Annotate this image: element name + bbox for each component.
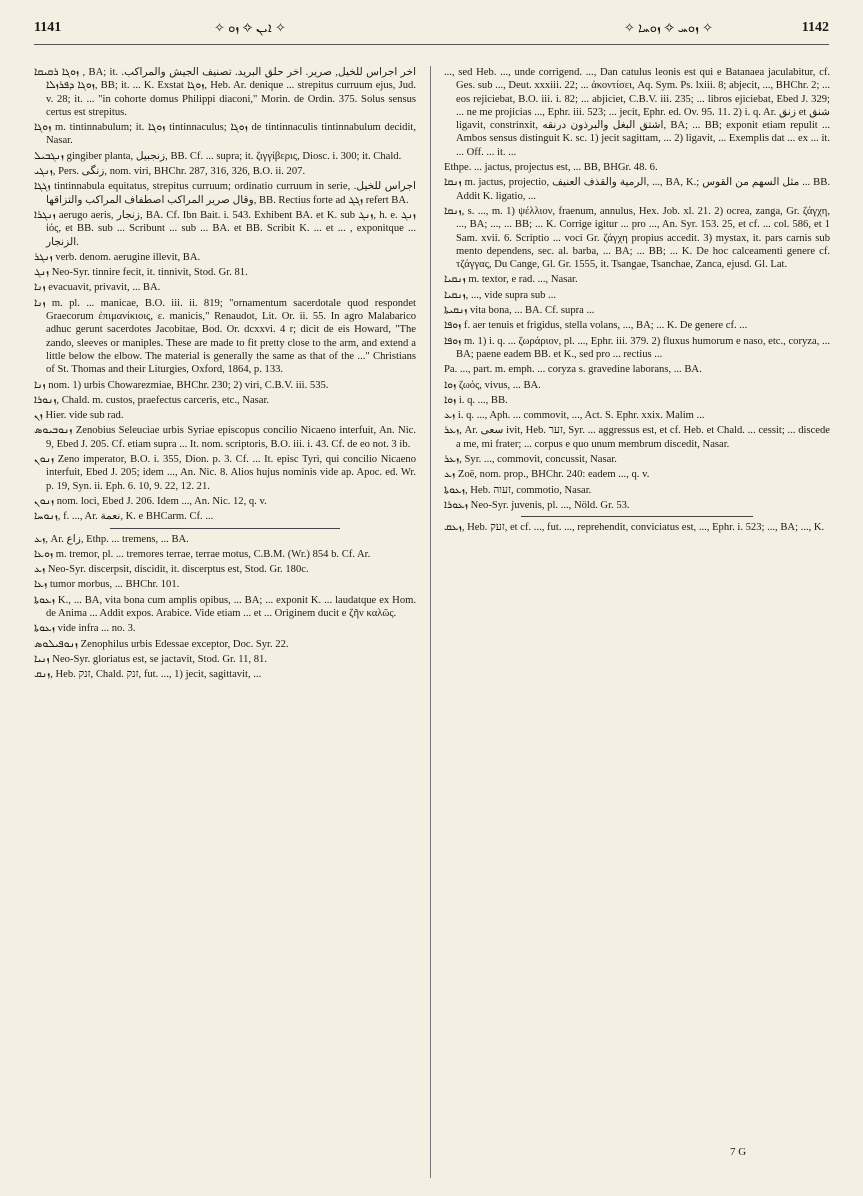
dictionary-entry: ܙܘܦܐ f. aer tenuis et frigidus, stella volans, ..., BA; ... K. De genere cf. ... bbox=[444, 320, 748, 332]
dictionary-entry: ܙܥܘܬܐ K., ... BA, vita bona cum amplis opibus, ... BA; ... exponit K. ... laudatque ex Hom. de Anima ... Addit expos. Arabice. Vide etiam ... et ... Originem ducit e ζῆν καλῶς. bbox=[34, 594, 416, 619]
signature-mark: 7 G bbox=[730, 1146, 747, 1158]
dictionary-entry: ܙܥܘܬܐ, Heb. זעוה, commotio, Nasar. bbox=[444, 484, 592, 496]
dictionary-entry: ܙܢܓܒܝܠ gingiber planta, زنجبيل, BB. Cf. ... supra; it. ζιγγίβερις, Diosc. i. 300; it. Chald. bbox=[34, 150, 402, 162]
dictionary-entry: ܙܢܐ nom. 1) urbis Chowarezmiae, BHChr. 230; 2) viri, C.B.V. iii. 535. bbox=[34, 379, 329, 391]
running-head-left: ✧ ܐܝܢ ✧ ܙܘ ✧ bbox=[214, 20, 286, 35]
dictionary-entry: ܙܢ Hier. vide sub rad. bbox=[34, 410, 124, 422]
dictionary-entry: ܙܢܩܝܬܐ vita bona, ... BA. Cf. supra ... bbox=[444, 305, 595, 317]
section-separator bbox=[521, 516, 753, 517]
dictionary-entry: ܙܢܓܪ verb. denom. aerugine illevit, BA. bbox=[34, 251, 201, 263]
dictionary-entry: ܙܥܐ tumor morbus, ... BHChr. 101. bbox=[34, 579, 180, 591]
dictionary-entry: ܙܥܪ, Ar. سعى ivit, Heb. זער, Syr. ... aggressus est, et cf. Heb. et Chald. ... cessit; ... discede a me, mi frater; ... corpus e quo unum membrum discedit, Nasar. bbox=[444, 425, 830, 450]
dictionary-entry: ܙܥܪ, Syr. ..., commovit, concussit, Nasar. bbox=[444, 454, 617, 466]
dictionary-entry: ܙܘܥܐ m. tremor, pl. ... tremores terrae, terrae motus, C.B.M. (Wr.) 854 b. Cf. Ar. bbox=[34, 548, 371, 560]
dictionary-entry: ܙܢܘܢ Zeno imperator, B.O. i. 355, Dion. p. 3. Cf. ... It. episc Tyri, qui concilio Nicaeno interfuit, Ebed J. 205; idem ..., An. Nic. 8. Alios hujus nominis vide ap. Apoc. ed. Wr. p. 19, Syn. ii. Eph. 6. 10, 9. 22, 12. 21. bbox=[34, 454, 416, 492]
column-divider bbox=[430, 66, 431, 1178]
dictionary-entry: ܙܥ, Ar. زاع, Ethp. ... tremens, ... BA. bbox=[34, 533, 189, 545]
running-head-right: ✧ ܙܘܚ ✧ ܙܘܚܐ ✧ bbox=[624, 20, 714, 35]
dictionary-entry: ܙܢܩ, Heb. זנק, Chald. זנק, fut. ..., 1) jecit, sagittavit, ... bbox=[34, 669, 262, 681]
dictionary-entry: ܙܢܓܝ, Pers. زنگی, nom. viri, BHChr. 287, 316, 326, B.O. ii. 207. bbox=[34, 166, 306, 178]
right-column bbox=[444, 66, 830, 1178]
dictionary-entry: ܙܘܦܐ m. 1) i. q. ... ζωράριον, pl. ..., Ephr. iii. 379. 2) fluxus humorum e naso, etc., coryza, ... BA; paene eadem BB. et K., sed pro ... rectius ... bbox=[444, 335, 830, 360]
left-column bbox=[34, 66, 416, 1178]
dictionary-entry: Ethpe. ... jactus, projectus est, ... BB, BHGr. 48. 6. bbox=[444, 162, 658, 174]
dictionary-entry: ܙܘܓܐ m. tintinnabulum; it. ܙܘܓܐ tintinnaculus; ܙܘܓܐ de tintinnaculis tintinnabulum decidit, Nasar. bbox=[34, 122, 416, 147]
dictionary-entry: ܙܢܐ evacuavit, privavit, ... BA. bbox=[34, 282, 161, 294]
dictionary-entry: ܙܢܘܚܐ, f. ..., Ar. نعمة, K. e BHCarm. Cf. ... bbox=[34, 511, 214, 523]
dictionary-entry: ܙܢܐ m. pl. ... manicae, B.O. iii. ii. 819; "ornamentum sacerdotale quod respondet Graecorum ἐπιμανίκιοις, ε. manicis," Renaudot, Lit. Or. ii. 55. In agro Malabarico adhuc gerunt sacerdotes Jacobitae, Bod. Or. dcxxvi. 4 r; dicit de eis Howard, "The zando, sleeves or maniples. These are made to fit pretty close to the arm, and extend a little below the elbow. The material is generally the same as that of the ..." Christians of St. Thomas and their Liturgies, Oxford, 1864, p. 133. bbox=[34, 297, 416, 376]
dictionary-entry: ܙܢܘܒܝܘܣ Zenobius Seleuciae urbis Syriae episcopus concilio Nicaeno interfuit, An. Nic. 9, Ebed J. 205. Cf. etiam supra ... It. nom. scriptoris, B.O. iii. i. 43. Cf. de eo not. 3 ib. bbox=[34, 425, 416, 450]
dictionary-entry: ܙܢܓ Neo-Syr. tinnire fecit, it. tinnivit, Stod. Gr. 81. bbox=[34, 267, 248, 279]
page-number-right: 1142 bbox=[801, 20, 829, 35]
page-number-left: 1141 bbox=[34, 20, 62, 35]
dictionary-entry: ܙܢܘܢ nom. loci, Ebed J. 206. Idem ..., An. Nic. 12, q. v. bbox=[34, 495, 267, 507]
dictionary-entry: ܙܥܘܪܐ Neo-Syr. juvenis, pl. ..., Nöld. Gr. 53. bbox=[444, 499, 630, 511]
dictionary-entry: ܙܥ i. q. ..., Aph. ... commovit, ..., Act. S. Ephr. xxix. Malim ... bbox=[444, 410, 705, 422]
dictionary-entry: ܙܢܘܪܐ, Chald. m. custos, praefectus carceris, etc., Nasar. bbox=[34, 394, 270, 406]
dictionary-entry: ܙܢܩܐ, s. ..., m. 1) ψέλλιον, fraenum, annulus, Hex. Job. xl. 21. 2) ocrea, zanga, Gr. ζάγχη, ..., BA; ..., ... BB; ... K. Corrige igitur ... pro ..., An. Syr. 153. 25, et cf. ... col. 586, et 1 Sam. xvii. 6. Scriptio ... voci Gr. ζάγχη propius accedit. 3) mystax, it. pars carnis sub mento dependens, sec. al. barba, ... BA; ... BB; ... K. De hoc calceamenti genere cf. τζάγγας, Du Cange, Gl. Gr. 1555, it. Tsangae, Tsanchae, Zanca, ejusd. Gl. Lat. bbox=[444, 205, 830, 271]
dictionary-entry: ܙܥ Zoë, nom. prop., BHChr. 240: eadem ..., q. v. bbox=[444, 469, 650, 481]
dictionary-entry: ܙܘܓܐ ܪܩܝܩܐ , BA; it. اخر اجراس للخيل, صرير. اخر حلق البريد. تصنيف الجيش والمراكب. ܙܘܓܐ ܕܦܪܙܠܐ, BB; it. ... K. Exstat ܙܘܓܐ, Heb. Ar. denique ... strepitus curruum ejus, Jud. v. 28; it. ... "in cohorte domus Philippi diaconi," Morin. de Ordin. 375. Solus sensus certus est strepitus. bbox=[34, 67, 416, 118]
dictionary-entry: ܙܢܓܪܐ aerugo aeris, زنجار, BA. Cf. Ibn Bait. i. 543. Exhibent BA. et K. sub ܙܢܓ, h. e. ܙܢܓ ἰός, et BB. sub ... Scribunt ... sub ... BA. et BB. Scribit K. ... et ... , exponitque ... الزنجار. bbox=[34, 209, 416, 248]
dictionary-entry: ܙܘܐ ζωός, vivus, ... BA. bbox=[444, 379, 541, 391]
dictionary-entry: ܙܥ Neo-Syr. discerpsit, discidit, it. discerptus est, Stod. Gr. 180c. bbox=[34, 564, 309, 576]
dictionary-entry: ܙܘܐ i. q. ..., BB. bbox=[444, 394, 508, 406]
dictionary-entry: ܙܥܘܬܐ vide infra ... no. 3. bbox=[34, 623, 136, 635]
dictionary-entry: ܙܢܩܝܐ m. textor, e rad. ..., Nasar. bbox=[444, 274, 578, 286]
dictionary-entry: ܙܢܘܦܝܠܘܣ Zenophilus urbis Edessae exceptor, Doc. Syr. 22. bbox=[34, 638, 289, 650]
section-separator bbox=[110, 528, 339, 529]
page-header bbox=[34, 14, 829, 45]
dictionary-entry: ܙܢܝܐ Neo-Syr. gloriatus est, se jactavit, Stod. Gr. 11, 81. bbox=[34, 653, 267, 665]
dictionary-entry: ܙܥܩ, Heb. זעק, et cf. ..., fut. ..., reprehendit, conviciatus est, ..., Ephr. i. 523; ..., BA; ..., K. bbox=[444, 522, 825, 534]
dictionary-entry: ܙܢܩܐ m. jactus, projectio, الرمية والقذف العنيف, ..., BA, K.; مثل السهم من القوس ... BB. Addit K. ligatio, ... bbox=[444, 177, 830, 202]
dictionary-entry: ܙܢܩܝܐ, ..., vide supra sub ... bbox=[444, 289, 557, 301]
dictionary-entry: ܙܓܓܐ tintinnabula equitatus, strepitus curruum; ordinatio curruum in serie, اجراس للخيل. وقال صرير المراكب اصطفاف المراكب والتزاقها, BB. Rectius forte ad ܙܓܓ refert BA. bbox=[34, 181, 416, 206]
dictionary-entry: ..., sed Heb. ..., unde corrigend. ..., Dan catulus leonis est qui e Batanaea jaculabitur, cf. Ges. sub ..., Deut. xxxiii. 22; ... ἀκοντίσει, Aq. Sym. Ps. lxiii. 8; abjecit, ..., BHChr. 2; ... eos rejiciebat, B.O. iii. i. 82; ... abjiciet, C.B.V. iii. 235; ... libros ejiciebat, Ebed J. 329; ... ne me projicias ..., Ephr. iii. 523; ... jecit, Ephr. ed. Ov. 95. 11. 2) i. q. Ar. زنق et شنق ligavit, constrinxit, اشتق البغل والبرذون درنقه, BA; ... BB; exponit etiam repulit ... Ambos sensus distinguit K. sc. 1) jecit sagittam, ... 2) ligavit, ... Exemplis dat ... ex ... it. ... Off. ... it. ... bbox=[444, 67, 830, 158]
dictionary-entry: Pa. ..., part. m. emph. ... coryza s. gravedine laborans, ... BA. bbox=[444, 364, 702, 376]
